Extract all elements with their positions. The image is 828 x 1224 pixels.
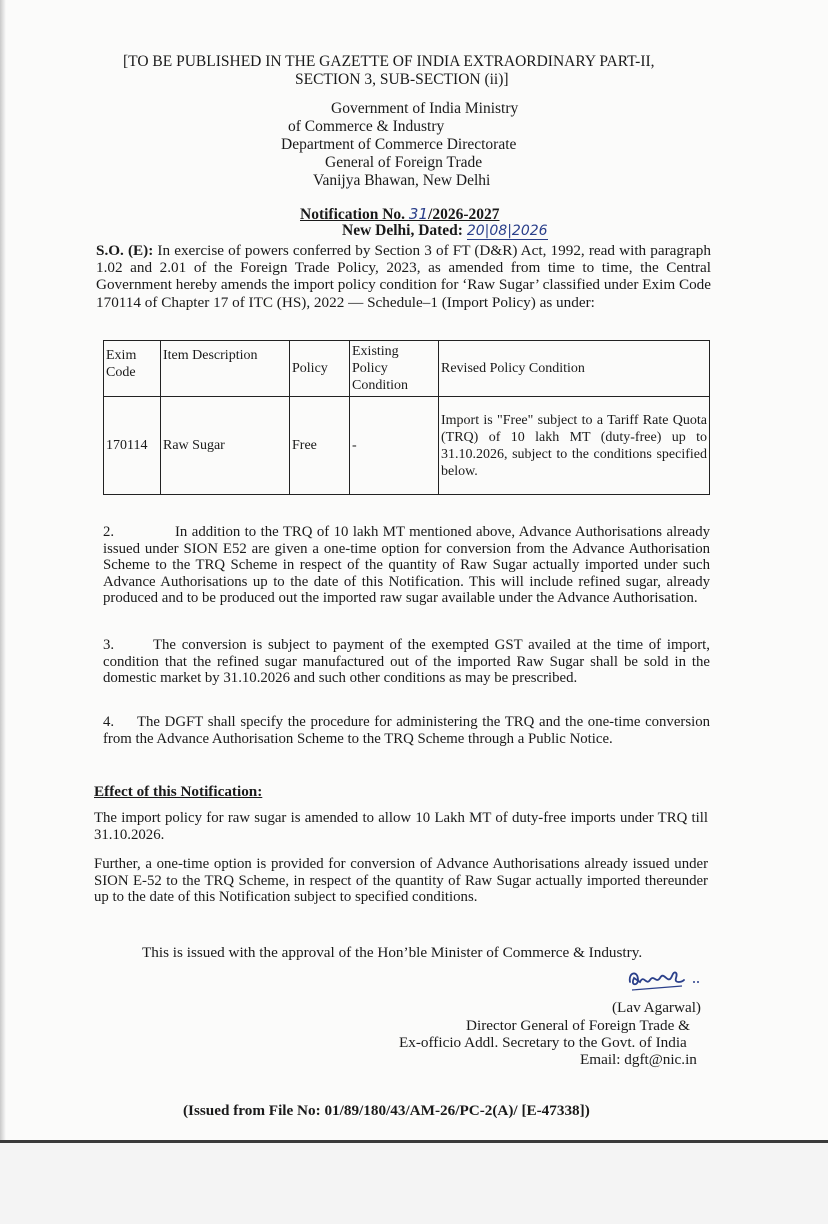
paragraph-4-text: The DGFT shall specify the procedure for administering the TRQ and the one-time conversion from the Advance Authorisation Scheme to the TRQ Scheme through a Public Notice. [103, 714, 710, 747]
paragraph-3-number: 3. [103, 637, 115, 653]
cell-item-description: Raw Sugar [161, 397, 290, 495]
signature-handwritten [622, 960, 712, 1000]
effect-paragraph-2: Further, a one-time option is provided for conversion of Advance Authorisations already issued under SION E-52 to the TRQ Scheme, in respect of the quantity of Raw Sugar actually imported thereunder up to the date of this Notification subject to specified conditions. [94, 856, 708, 905]
paragraph-3-text: The conversion is subject to payment of the exempted GST availed at the time of import, condition that the refined sugar manufactured out of the imported Raw Sugar shall be sold in the domestic market by 31.10.2026 and such other conditions as may be prescribed. [103, 637, 710, 686]
file-reference: (Issued from File No: 01/89/180/43/AM-26/PC-2(A)/ [E-47338]) [183, 1102, 590, 1119]
paragraph-3 [103, 637, 710, 687]
approval-statement: This is issued with the approval of the Hon’ble Minister of Commerce & Industry. [142, 944, 643, 961]
paragraph-4 [103, 714, 710, 747]
signatory-designation-1: Director General of Foreign Trade & [466, 1017, 690, 1034]
effect-heading: Effect of this Notification: [94, 783, 263, 800]
notification-number-prefix: Notification No. [300, 206, 409, 223]
date-handwritten: 20|08|2026 [466, 223, 548, 239]
preamble-text: In exercise of powers conferred by Section 3 of FT (D&R) Act, 1992, read with paragraph 1.02 and 2.01 of the Foreign Trade Policy, 2023, as amended from time to time, the Central Government hereby amends the import policy condition for ‘Raw Sugar’ classified under Exim Code 170114 of Chapter 17 of ITC (HS), 2022 — Schedule–1 (Import Policy) as under: [96, 242, 711, 311]
policy-table [103, 340, 710, 495]
signatory-designation-2: Ex-officio Addl. Secretary to the Govt. of India [399, 1034, 687, 1051]
notification-number-handwritten: 31 [408, 205, 429, 223]
ministry-line5: Vanijya Bhawan, New Delhi [313, 172, 491, 189]
cell-revised-condition: Import is "Free" subject to a Tariff Rate Quota (TRQ) of 10 lakh MT (duty-free) up to 31.10.2026, subject to the conditions specified below. [439, 397, 710, 495]
header-revised-policy-condition: Revised Policy Condition [439, 341, 710, 397]
cell-exim-code: 170114 [104, 397, 161, 495]
dated-label: New Delhi, Dated: [342, 222, 467, 239]
gazette-header-line1: [TO BE PUBLISHED IN THE GAZETTE OF INDIA EXTRAORDINARY PART-II, [123, 53, 655, 70]
header-existing-policy-condition: Existing Policy Condition [350, 341, 439, 397]
cell-policy: Free [290, 397, 350, 495]
photo-background-bottom [0, 1140, 828, 1224]
cell-existing-condition: - [350, 397, 439, 495]
ministry-line1: Government of India Ministry [331, 100, 519, 117]
preamble-paragraph [96, 242, 711, 311]
table-row [104, 397, 710, 495]
signatory-email: Email: dgft@nic.in [580, 1051, 697, 1068]
gazette-header-line2: SECTION 3, SUB-SECTION (ii)] [295, 71, 509, 88]
signatory-name: (Lav Agarwal) [612, 999, 701, 1016]
so-label: S.O. (E): [96, 242, 154, 259]
notification-number-suffix: /2026-2027 [428, 206, 500, 223]
page-edge-shadow [0, 0, 6, 1146]
effect-paragraph-1: The import policy for raw sugar is amended to allow 10 Lakh MT of duty-free imports under TRQ till 31.10.2026. [94, 810, 708, 843]
paragraph-2-number: 2. [103, 524, 115, 540]
paragraph-2 [103, 524, 710, 607]
ministry-line4: General of Foreign Trade [325, 154, 483, 171]
ministry-line3: Department of Commerce Directorate [281, 136, 517, 153]
table-header-row [104, 341, 710, 397]
header-exim-code: Exim Code [104, 341, 161, 397]
notification-date [342, 221, 548, 241]
paragraph-4-number: 4. [103, 714, 115, 730]
paragraph-2-text: In addition to the TRQ of 10 lakh MT mentioned above, Advance Authorisations already issued under SION E52 are given a one-time option for conversion from the Advance Authorisation Scheme to the TRQ Scheme in respect of the quantity of Raw Sugar actually imported under such Advance Authorisations up to the date of this Notification. This will include refined sugar, already produced and to be produced out the imported raw sugar available under the Advance Authorisation. [103, 524, 710, 606]
header-item-description: Item Description [161, 341, 290, 397]
header-policy: Policy [290, 341, 350, 397]
ministry-line2: of Commerce & Industry [288, 118, 445, 135]
